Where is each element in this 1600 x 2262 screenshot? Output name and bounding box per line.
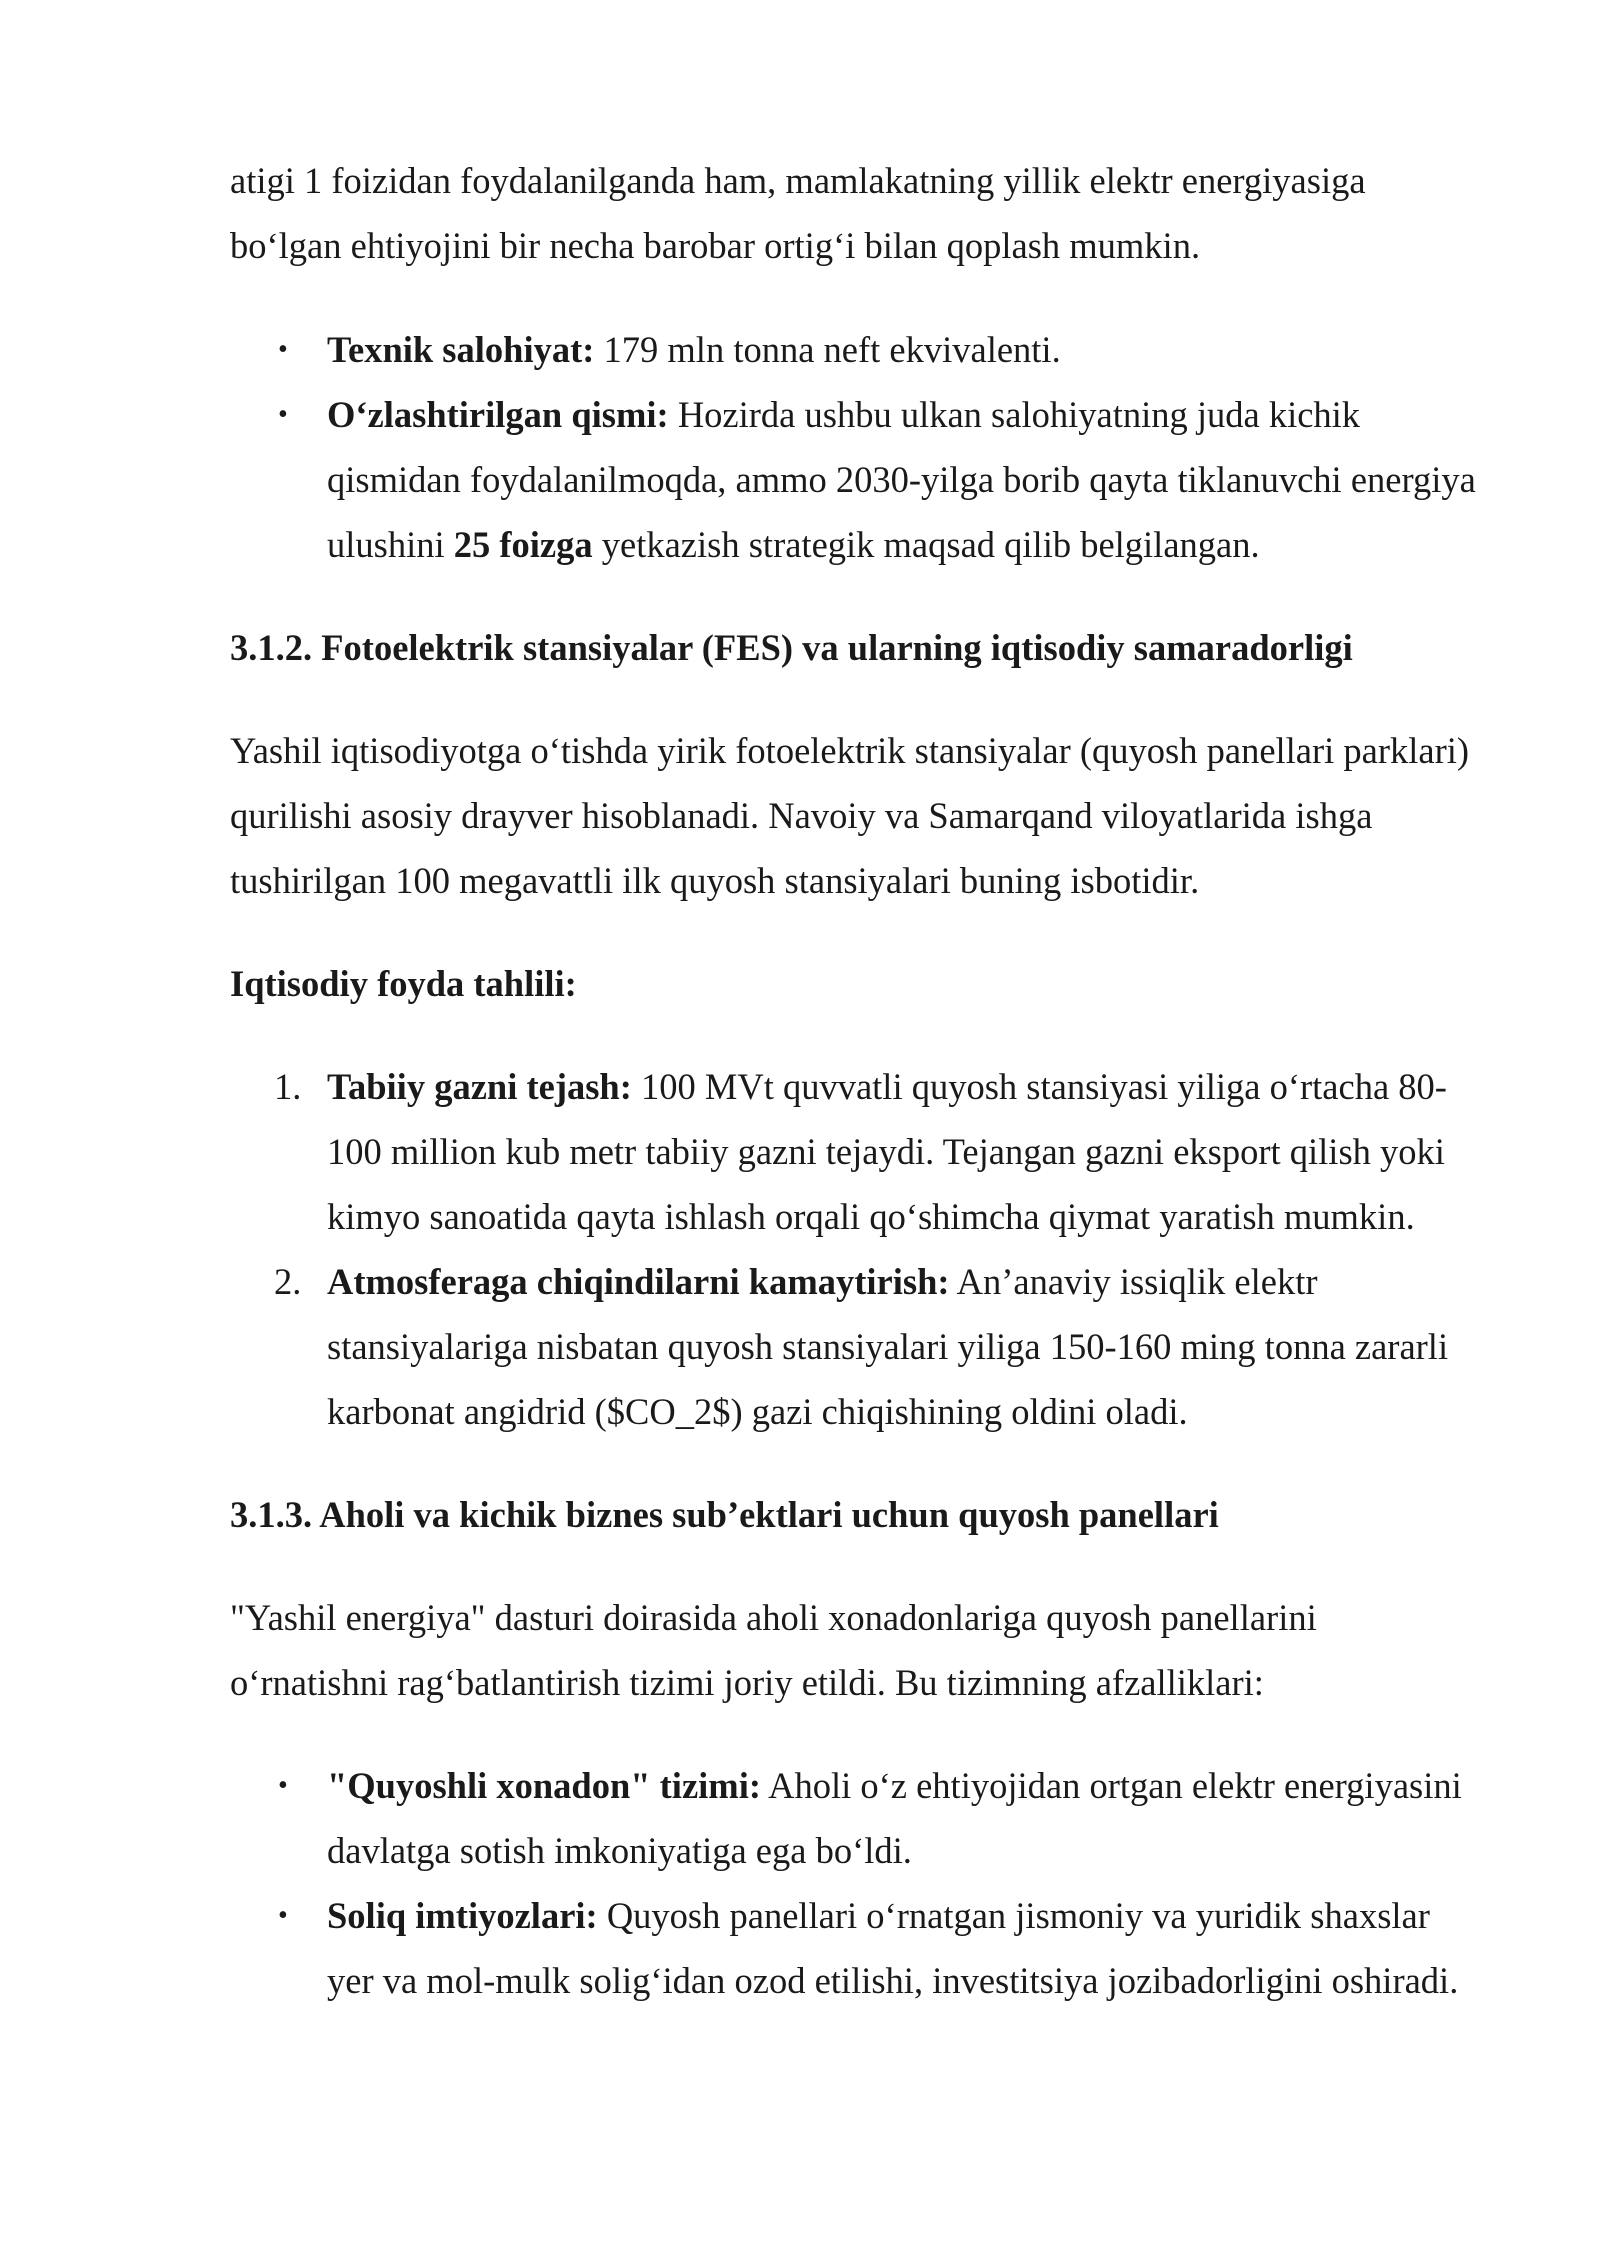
item-number: 1. <box>274 1066 302 1107</box>
numbered-list-benefits <box>230 1054 1482 1444</box>
list-item <box>230 382 1482 577</box>
section-313-paragraph: "Yashil energiya" dasturi doirasida aholi xonadonlariga quyosh panellarini o‘rnatishni rag‘batlantirish tizimi joriy etildi. Bu tizimning afzalliklari: <box>230 1597 1317 1703</box>
item-text: Aholi o‘z ehtiyojidan ortgan elektr energiyasini davlatga sotish imkoniyatiga ega bo‘ldi. <box>327 1765 1462 1871</box>
bullet-list-potential <box>230 317 1482 577</box>
list-item <box>230 317 1482 382</box>
item-text: Quyosh panellari o‘rnatgan jismoniy va yuridik shaxslar yer va mol-mulk solig‘idan ozod etilishi, investitsiya jozibadorligini oshiradi. <box>327 1895 1459 2001</box>
section-312-paragraph: Yashil iqtisodiyotga o‘tishda yirik fotoelektrik stansiyalar (quyosh panellari parklari) qurilishi asosiy drayver hisoblanadi. Navoiy va Samarqand viloyatlarida ishga tushirilgan 100 megavattli ilk quyosh stansiyalari buning isbotidir. <box>230 730 1470 901</box>
item-text: 100 MVt quvvatli quyosh stansiyasi yiliga o‘rtacha 80-100 million kub metr tabiiy gazni tejaydi. Tejangan gazni eksport qilish yoki kimyo sanoatida qayta ishlash orqali qo‘shimcha qiymat yaratish mumkin. <box>327 1066 1447 1237</box>
item-label: Tabiiy gazni tejash: <box>327 1066 632 1107</box>
bullet-icon: • <box>278 399 288 430</box>
section-heading-312: 3.1.2. Fotoelektrik stansiyalar (FES) va ularning iqtisodiy samaradorligi <box>230 627 1353 668</box>
item-text: An’anaviy issiqlik elektr stansiyalariga nisbatan quyosh stansiyalari yiliga 150-160 ming tonna zararli karbonat angidrid ($CO_2$) gazi chiqishining oldini oladi. <box>327 1261 1449 1432</box>
item-text: 179 mln tonna neft ekvivalenti. <box>594 329 1061 370</box>
bullet-icon: • <box>278 1770 288 1801</box>
item-label: Atmosferaga chiqindilarni kamaytirish: <box>327 1261 950 1302</box>
bullet-list-advantages <box>230 1753 1482 2013</box>
list-item <box>230 1249 1482 1444</box>
subheading-economic-benefit: Iqtisodiy foyda tahlili: <box>230 963 577 1004</box>
item-number: 2. <box>274 1261 302 1302</box>
item-highlight: 25 foizga <box>453 524 593 565</box>
item-label: "Quyoshli xonadon" tizimi: <box>327 1765 761 1806</box>
intro-paragraph: atigi 1 foizidan foydalanilganda ham, mamlakatning yillik elektr energiyasiga bo‘lgan ehtiyojini bir necha barobar ortig‘i bilan qoplash mumkin. <box>230 160 1366 266</box>
item-label: Texnik salohiyat: <box>327 329 595 370</box>
bullet-icon: • <box>278 334 288 365</box>
list-item <box>230 1054 1482 1249</box>
item-text: Hozirda ushbu ulkan salohiyatning juda kichik qismidan foydalanilmoqda, ammo 2030-yilga borib qayta tiklanuvchi energiya ulushini <box>327 394 1476 565</box>
item-text-end: yetkazish strategik maqsad qilib belgilangan. <box>592 524 1260 565</box>
bullet-icon: • <box>278 1900 288 1931</box>
item-label: Soliq imtiyozlari: <box>327 1895 598 1936</box>
section-heading-313: 3.1.3. Aholi va kichik biznes sub’ektlari uchun quyosh panellari <box>230 1494 1219 1535</box>
list-item <box>230 1883 1482 2013</box>
item-label: O‘zlashtirilgan qismi: <box>327 394 669 435</box>
list-item <box>230 1753 1482 1883</box>
